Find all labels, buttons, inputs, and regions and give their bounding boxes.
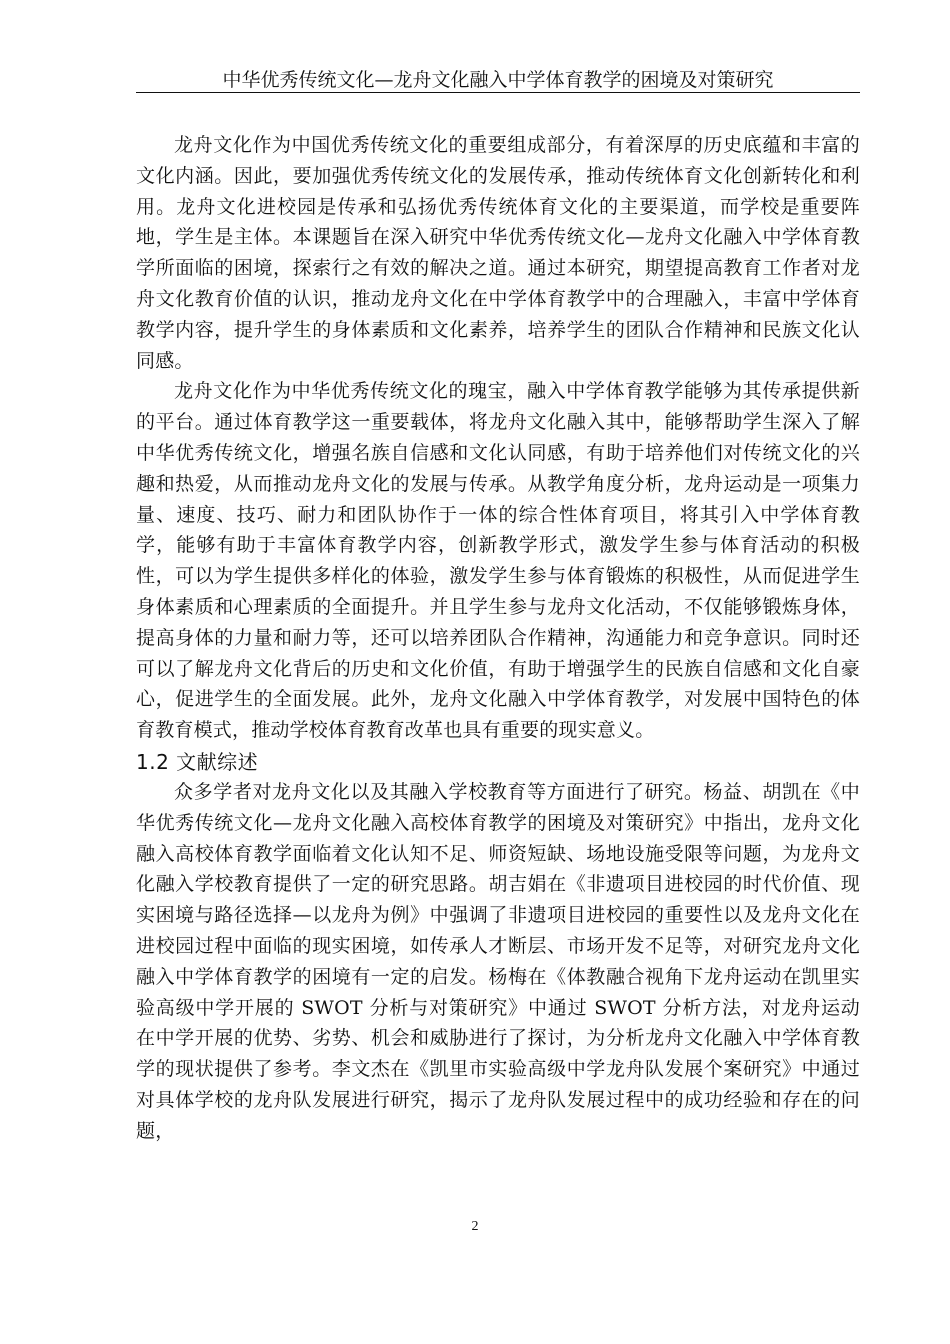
section-heading-literature-review: 1.2 文献综述 [136, 749, 259, 774]
page-number: 2 [471, 1219, 479, 1234]
page-header-title: 中华优秀传统文化—龙舟文化融入中学体育教学的困境及对策研究 [222, 69, 774, 91]
body-paragraph-3: 众多学者对龙舟文化以及其融入学校教育等方面进行了研究。杨益、胡凯在《中华优秀传统文化—龙舟文化融入高校体育教学的困境及对策研究》中指出，龙舟文化融入高校体育教学面临着文化认知不足、师资短缺、场地设施受限等问题，为龙舟文化融入学校教育提供了一定的研究思路。胡吉娟在《非遗项目进校园的时代价值、现实困境与路径选择—以龙舟为例》中强调了非遗项目进校园的重要性以及龙舟文化在进校园过程中面临的现实困境，如传承人才断层、市场开发不足等，对研究龙舟文化融入中学体育教学的困境有一定的启发。杨梅在《体教融合视角下龙舟运动在凯里实验高级中学开展的 SWOT 分析与对策研究》中通过 SWOT 分析方法，对龙舟运动在中学开展的优势、劣势、机会和威胁进行了探讨，为分析龙舟文化融入中学体育教学的现状提供了参考。李文杰在《凯里市实验高级中学龙舟队发展个案研究》中通过对具体学校的龙舟队发展进行研究，揭示了龙舟队发展过程中的成功经验和存在的问题， [136, 780, 860, 1142]
body-paragraph-1: 龙舟文化作为中国优秀传统文化的重要组成部分，有着深厚的历史底蕴和丰富的文化内涵。因此，要加强优秀传统文化的发展传承，推动传统体育文化创新转化和利用。龙舟文化进校园是传承和弘扬优秀传统体育文化的主要渠道，而学校是重要阵地，学生是主体。本课题旨在深入研究中华优秀传统文化—龙舟文化融入中学体育教学所面临的困境，探索行之有效的解决之道。通过本研究，期望提高教育工作者对龙舟文化教育价值的认识，推动龙舟文化在中学体育教学中的合理融入，丰富中学体育教学内容，提升学生的身体素质和文化素养，培养学生的团队合作精神和民族文化认同感。 [136, 134, 860, 372]
document-body [136, 130, 860, 1147]
header-divider [136, 92, 860, 93]
body-paragraph-2: 龙舟文化作为中华优秀传统文化的瑰宝，融入中学体育教学能够为其传承提供新的平台。通过体育教学这一重要载体，将龙舟文化融入其中，能够帮助学生深入了解中华优秀传统文化，增强名族自信感和文化认同感，有助于培养他们对传统文化的兴趣和热爱，从而推动龙舟文化的发展与传承。从教学角度分析，龙舟运动是一项集力量、速度、技巧、耐力和团队协作于一体的综合性体育项目，将其引入中学体育教学，能够有助于丰富体育教学内容，创新教学形式，激发学生参与体育活动的积极性，可以为学生提供多样化的体验，激发学生参与体育锻炼的积极性，从而促进学生身体素质和心理素质的全面提升。并且学生参与龙舟文化活动，不仅能够锻炼身体，提高身体的力量和耐力等，还可以培养团队合作精神，沟通能力和竞争意识。同时还可以了解龙舟文化背后的历史和文化价值，有助于增强学生的民族自信感和文化自豪心，促进学生的全面发展。此外，龙舟文化融入中学体育教学，对发展中国特色的体育教育模式，推动学校体育教育改革也具有重要的现实意义。 [136, 380, 860, 742]
